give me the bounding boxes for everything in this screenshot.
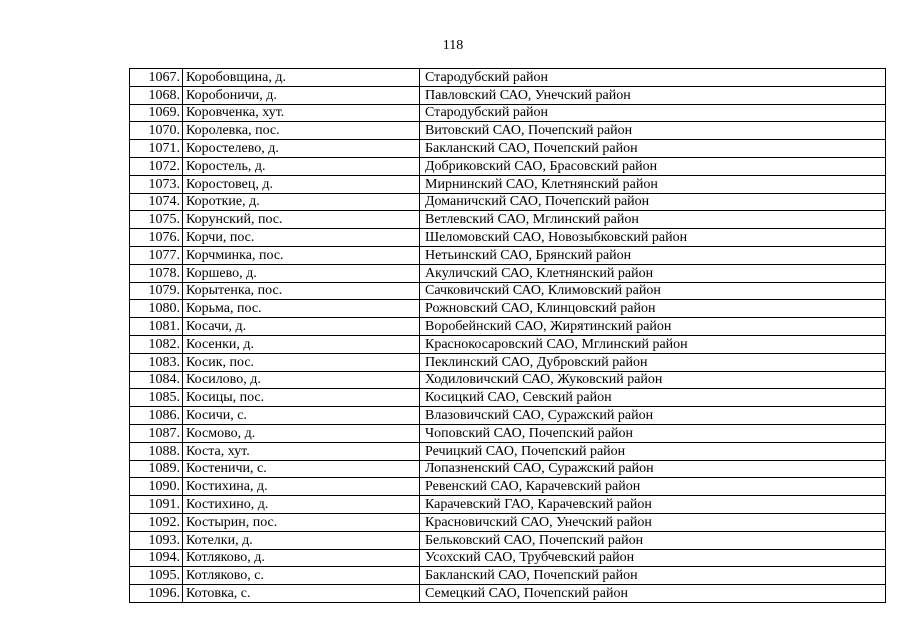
settlement-name: Косенки, д.	[183, 335, 420, 353]
table-row	[130, 407, 886, 425]
row-number: 1074.	[130, 193, 183, 211]
district-name: Красновичский САО, Унечский район	[420, 513, 886, 531]
district-name: Воробейнский САО, Жирятинский район	[420, 318, 886, 336]
table-row	[130, 86, 886, 104]
settlements-table	[129, 68, 886, 603]
table-row	[130, 460, 886, 478]
settlement-name: Космово, д.	[183, 424, 420, 442]
settlement-name: Косик, пос.	[183, 353, 420, 371]
table-row	[130, 513, 886, 531]
settlement-name: Корунский, пос.	[183, 211, 420, 229]
row-number: 1070.	[130, 122, 183, 140]
district-name: Бакланский САО, Почепский район	[420, 567, 886, 585]
row-number: 1090.	[130, 478, 183, 496]
row-number: 1075.	[130, 211, 183, 229]
row-number: 1089.	[130, 460, 183, 478]
settlement-name: Котовка, с.	[183, 585, 420, 603]
settlement-name: Косичи, с.	[183, 407, 420, 425]
settlement-name: Костырин, пос.	[183, 513, 420, 531]
settlement-name: Костихина, д.	[183, 478, 420, 496]
district-name: Бакланский САО, Почепский район	[420, 140, 886, 158]
page-number: 118	[442, 38, 464, 53]
district-name: Мирнинский САО, Клетнянский район	[420, 175, 886, 193]
settlement-name: Корчи, пос.	[183, 229, 420, 247]
row-number: 1069.	[130, 104, 183, 122]
district-name: Шеломовский САО, Новозыбковский район	[420, 229, 886, 247]
district-name: Доманичский САО, Почепский район	[420, 193, 886, 211]
table-row	[130, 478, 886, 496]
table-row	[130, 442, 886, 460]
row-number: 1087.	[130, 424, 183, 442]
district-name: Ветлевский САО, Мглинский район	[420, 211, 886, 229]
district-name: Стародубский район	[420, 104, 886, 122]
row-number: 1072.	[130, 157, 183, 175]
table-row	[130, 140, 886, 158]
district-name: Ходиловичский САО, Жуковский район	[420, 371, 886, 389]
settlement-name: Коршево, д.	[183, 264, 420, 282]
settlement-name: Косилово, д.	[183, 371, 420, 389]
settlement-name: Коростовец, д.	[183, 175, 420, 193]
table-row	[130, 264, 886, 282]
settlement-name: Коростель, д.	[183, 157, 420, 175]
district-name: Краснокосаровский САО, Мглинский район	[420, 335, 886, 353]
table-row	[130, 300, 886, 318]
settlement-name: Коста, хут.	[183, 442, 420, 460]
row-number: 1096.	[130, 585, 183, 603]
table-row	[130, 335, 886, 353]
row-number: 1091.	[130, 496, 183, 514]
table-row	[130, 549, 886, 567]
settlement-name: Косицы, пос.	[183, 389, 420, 407]
row-number: 1092.	[130, 513, 183, 531]
table-row	[130, 496, 886, 514]
row-number: 1067.	[130, 69, 183, 87]
row-number: 1086.	[130, 407, 183, 425]
table-row	[130, 567, 886, 585]
table-row	[130, 353, 886, 371]
district-name: Стародубский район	[420, 69, 886, 87]
row-number: 1081.	[130, 318, 183, 336]
table-row	[130, 389, 886, 407]
table-row	[130, 104, 886, 122]
settlement-name: Корьма, пос.	[183, 300, 420, 318]
district-name: Пеклинский САО, Дубровский район	[420, 353, 886, 371]
row-number: 1082.	[130, 335, 183, 353]
settlement-name: Корчминка, пос.	[183, 246, 420, 264]
settlement-name: Коровченка, хут.	[183, 104, 420, 122]
district-name: Нетьинский САО, Брянский район	[420, 246, 886, 264]
table-row	[130, 211, 886, 229]
settlement-name: Коробоничи, д.	[183, 86, 420, 104]
table-row	[130, 193, 886, 211]
district-name: Усохский САО, Трубчевский район	[420, 549, 886, 567]
table-row	[130, 318, 886, 336]
table-row	[130, 531, 886, 549]
row-number: 1076.	[130, 229, 183, 247]
row-number: 1077.	[130, 246, 183, 264]
settlement-name: Костеничи, с.	[183, 460, 420, 478]
settlement-name: Короткие, д.	[183, 193, 420, 211]
district-name: Косицкий САО, Севский район	[420, 389, 886, 407]
table-row	[130, 282, 886, 300]
district-name: Павловский САО, Унечский район	[420, 86, 886, 104]
settlement-name: Костихино, д.	[183, 496, 420, 514]
district-name: Влазовичский САО, Суражский район	[420, 407, 886, 425]
district-name: Чоповский САО, Почепский район	[420, 424, 886, 442]
settlement-name: Котелки, д.	[183, 531, 420, 549]
district-name: Речицкий САО, Почепский район	[420, 442, 886, 460]
district-name: Рожновский САО, Клинцовский район	[420, 300, 886, 318]
settlement-name: Котляково, д.	[183, 549, 420, 567]
row-number: 1093.	[130, 531, 183, 549]
row-number: 1079.	[130, 282, 183, 300]
row-number: 1073.	[130, 175, 183, 193]
settlement-name: Королевка, пос.	[183, 122, 420, 140]
row-number: 1078.	[130, 264, 183, 282]
district-name: Карачевский ГАО, Карачевский район	[420, 496, 886, 514]
table-row	[130, 424, 886, 442]
district-name: Витовский САО, Почепский район	[420, 122, 886, 140]
table-row	[130, 122, 886, 140]
table-row	[130, 585, 886, 603]
district-name: Лопазненский САО, Суражский район	[420, 460, 886, 478]
district-name: Бельковский САО, Почепский район	[420, 531, 886, 549]
district-name: Сачковичский САО, Климовский район	[420, 282, 886, 300]
settlements-table-body	[130, 69, 886, 603]
settlement-name: Корытенка, пос.	[183, 282, 420, 300]
table-row	[130, 69, 886, 87]
table-row	[130, 157, 886, 175]
table-row	[130, 246, 886, 264]
row-number: 1085.	[130, 389, 183, 407]
district-name: Семецкий САО, Почепский район	[420, 585, 886, 603]
settlement-name: Коростелево, д.	[183, 140, 420, 158]
table-row	[130, 371, 886, 389]
row-number: 1088.	[130, 442, 183, 460]
row-number: 1084.	[130, 371, 183, 389]
settlement-name: Коробовщина, д.	[183, 69, 420, 87]
row-number: 1071.	[130, 140, 183, 158]
row-number: 1094.	[130, 549, 183, 567]
settlement-name: Косачи, д.	[183, 318, 420, 336]
row-number: 1083.	[130, 353, 183, 371]
table-row	[130, 175, 886, 193]
row-number: 1080.	[130, 300, 183, 318]
row-number: 1095.	[130, 567, 183, 585]
district-name: Ревенский САО, Карачевский район	[420, 478, 886, 496]
district-name: Акуличский САО, Клетнянский район	[420, 264, 886, 282]
table-row	[130, 229, 886, 247]
row-number: 1068.	[130, 86, 183, 104]
settlement-name: Котляково, с.	[183, 567, 420, 585]
district-name: Добриковский САО, Брасовский район	[420, 157, 886, 175]
